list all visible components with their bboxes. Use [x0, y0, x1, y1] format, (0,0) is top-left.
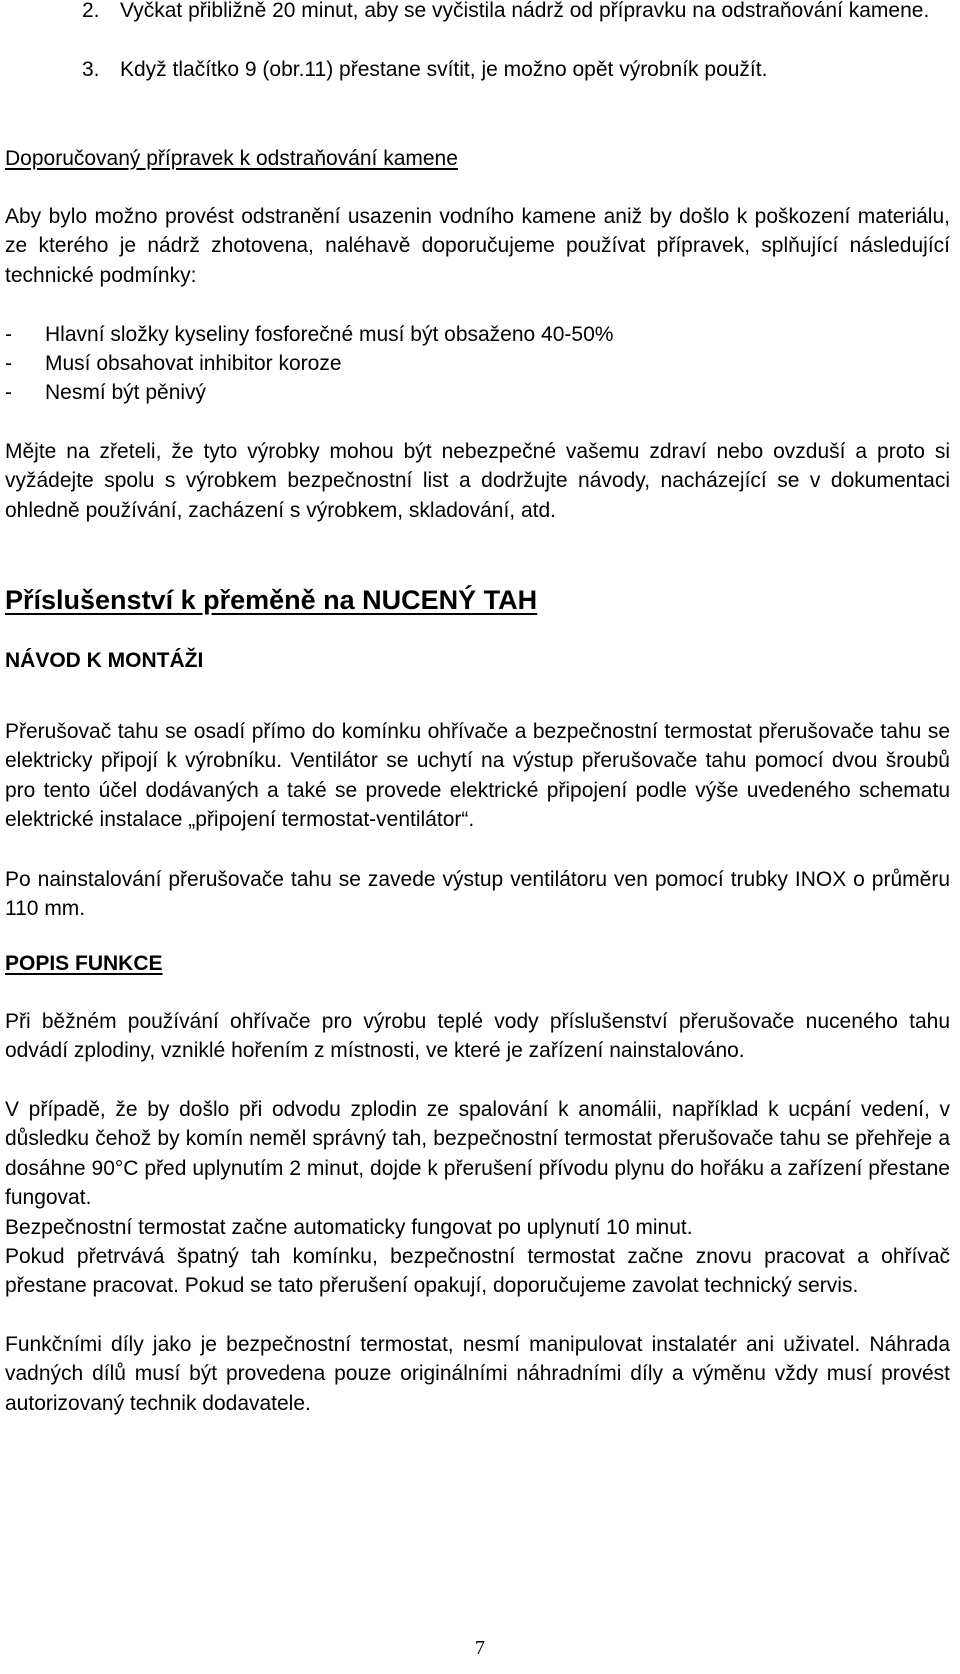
step-number: 3.	[82, 58, 100, 81]
safety-warning: Mějte na zřeteli, že tyto výrobky mohou být nebezpečné vašemu zdraví nebo ovzduší a proto si vyžádejte spolu s výrobkem bezpečnostní list a dodržujte návody, nacházející se v dokumentaci ohledně používání, zacházení s výrobkem, skladování, atd.	[5, 440, 950, 522]
step-item	[82, 0, 960, 56]
condition-text: Musí obsahovat inhibitor koroze	[45, 352, 342, 375]
condition-item	[5, 320, 945, 349]
montage-paragraph: Přerušovač tahu se osadí přímo do komínku ohřívače a bezpečnostní termostat přerušovače tahu se elektricky připojí k výrobníku. Ventilátor se uchytí na výstup přerušovače tahu pomocí dvou šroubů pro tento účel dodávaných a také se provede elektrické připojení podle výše uvedeného schematu elektrické instalace „připojení termostat-ventilátor“.	[5, 720, 950, 832]
function-heading: POPIS FUNKCE	[5, 952, 163, 975]
condition-text: Nesmí být pěnivý	[45, 381, 207, 404]
function-paragraph: V případě, že by došlo při odvodu zplodin ze spalování k anomálii, například k ucpání vedení, v důsledku čehož by komín neměl správný tah, bezpečnostní termostat přerušovače tahu se přehřeje a dosáhne 90°C před uplynutím 2 minut, dojde k přerušení přívodu plynu do hořáku a zařízení přestane fungovat.	[5, 1098, 950, 1210]
list-bullet: -	[5, 381, 12, 404]
list-bullet: -	[5, 323, 12, 346]
recommended-heading: Doporučovaný přípravek k odstraňování kamene	[5, 147, 458, 170]
step-text: Vyčkat přibližně 20 minut, aby se vyčistila nádrž od přípravku na odstraňování kamene.	[120, 0, 930, 22]
montage-heading: NÁVOD K MONTÁŽI	[5, 649, 204, 672]
step-text: Když tlačítko 9 (obr.11) přestane svítit, je možno opět výrobník použít.	[120, 58, 768, 81]
condition-item	[5, 378, 945, 407]
condition-item	[5, 349, 945, 378]
function-paragraph: Funkčními díly jako je bezpečnostní termostat, nesmí manipulovat instalatér ani uživatel. Náhrada vadných dílů musí být provedena pouze originálními náhradními díly a výměnu vždy musí provést autorizovaný technik dodavatele.	[5, 1333, 950, 1415]
recommended-intro: Aby bylo možno provést odstranění usazenin vodního kamene aniž by došlo k poškození materiálu, ze kterého je nádrž zhotovena, naléhavě doporučujeme používat přípravek, splňující následující technické podmínky:	[5, 205, 950, 287]
page-number: 7	[475, 1637, 485, 1659]
step-item	[82, 55, 960, 115]
list-bullet: -	[5, 352, 12, 375]
section-title: Příslušenství k přeměně na NUCENÝ TAH	[5, 585, 538, 615]
function-paragraph: Bezpečnostní termostat začne automaticky fungovat po uplynutí 10 minut.	[5, 1216, 693, 1239]
function-paragraph: Pokud přetrvává špatný tah komínku, bezpečnostní termostat začne znovu pracovat a ohřívač přestane pracovat. Pokud se tato přerušení opakují, doporučujeme zavolat technický servis.	[5, 1245, 950, 1298]
function-paragraph: Při běžném používání ohřívače pro výrobu teplé vody příslušenství přerušovače nuceného tahu odvádí zplodiny, vzniklé hořením z místnosti, ve které je zařízení nainstalováno.	[5, 1010, 950, 1063]
step-number: 2.	[82, 0, 100, 22]
montage-paragraph: Po nainstalování přerušovače tahu se zavede výstup ventilátoru ven pomocí trubky INOX o průměru 110 mm.	[5, 868, 950, 921]
condition-text: Hlavní složky kyseliny fosforečné musí být obsaženo 40-50%	[45, 323, 614, 346]
